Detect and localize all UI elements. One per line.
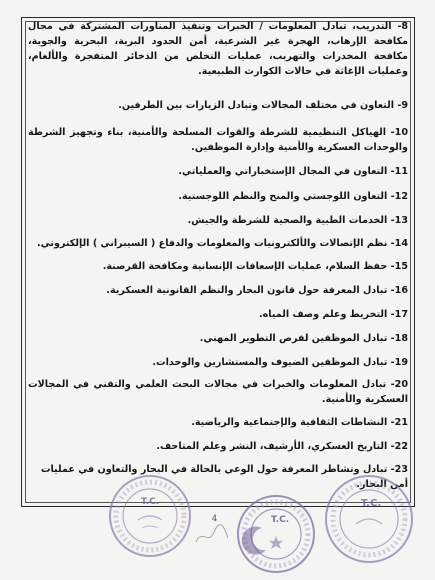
clause-20: 20- تبادل المعلومات والخبرات في مجالات البحث العلمي والتقني في المجالات العسكرية والأمنية.: [28, 379, 408, 405]
svg-text:T.C.: T.C.: [140, 497, 160, 507]
official-stamp-left: [108, 474, 192, 558]
page-number: 4: [212, 514, 218, 523]
clause-9: 9- التعاون في مختلف المجالات وتبادل الزيارات بين الطرفين.: [118, 100, 408, 111]
clause-21: 21- النشاطات الثقافية والإجتماعية والرياضية.: [191, 417, 408, 428]
official-stamp-right: [324, 474, 414, 564]
clause-19: 19- تبادل الموظفين الضيوف والمستشارين والوحدات.: [152, 357, 408, 368]
clause-8: 8- التدريب، تبادل المعلومات / الخبرات وتنفيذ المناورات المشتركة في مجال مكافحة الإرهاب، الهجرة غير الشرعية، أمن الحدود البرية، البحرية والجوية، مكافحة المخدرات والتهريب، عمليات التخلص من الذخائر المتفجرة والألغام، وعمليات الإغاثة في حالات الكوارث الطبيعية.: [28, 21, 408, 77]
official-stamp-center: [236, 494, 316, 574]
clause-12: 12- التعاون اللوجستي والمنح والنظم اللوجستية.: [178, 191, 408, 202]
clause-16: 16- تبادل المعرفة حول قانون البحار والنظم القانونية العسكرية.: [106, 285, 408, 296]
clause-18: 18- تبادل الموظفين لفرص التطوير المهني.: [199, 333, 408, 344]
clause-14: 14- نظم الإتصالات والألكترونيات والمعلومات والدفاع ( السيبراني ) الإلكتروني.: [37, 238, 408, 249]
clause-17: 17- التخريط وعلم وصف المياه.: [258, 309, 408, 320]
clause-23: 23- تبادل وتشاطر المعرفة حول الوعي بالحالة في البحار والتعاون في عمليات أمن البحار.: [40, 464, 408, 490]
clause-11: 11- التعاون في المجال الإستخباراتي والعملياتي.: [178, 166, 408, 177]
clause-15: 15- حفظ السلام، عمليات الإسعافات الإنسانية ومكافحة القرصنة.: [102, 261, 408, 272]
signature-mark: [192, 520, 232, 550]
svg-text:T.C.: T.C.: [270, 515, 290, 525]
clause-22: 22- التاريخ العسكري، الأرشيف، النشر وعلم المتاحف.: [156, 441, 408, 452]
svg-text:T.C.: T.C.: [360, 498, 382, 509]
clause-10: 10- الهياكل التنظيمية للشرطة والقوات المسلحة والأمنية، بناء وتجهيز الشرطة والوحدات العسكرية والأمنية وإدارة الموظفين.: [28, 127, 408, 153]
clause-13: 13- الخدمات الطبية والصحية للشرطة والجيش.: [187, 215, 408, 226]
